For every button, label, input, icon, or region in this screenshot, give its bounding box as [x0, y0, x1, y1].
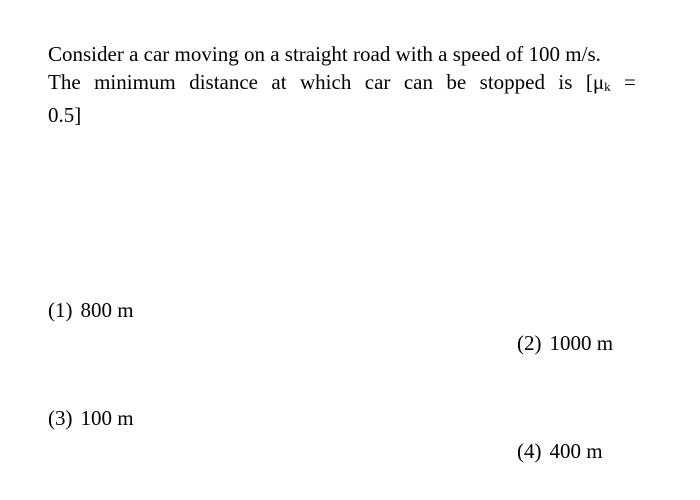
option-number: (3)	[48, 406, 73, 430]
mu-subscript: k	[604, 79, 611, 94]
mu-k-symbol	[586, 68, 611, 101]
question-word: distance	[189, 70, 258, 94]
question-word: can	[403, 70, 433, 94]
option-number: (2)	[517, 331, 542, 355]
option-text: 400 m	[549, 439, 603, 463]
option-text: 1000 m	[549, 331, 614, 355]
option-text: 800 m	[80, 298, 134, 322]
question-text	[48, 40, 636, 129]
question-line-2	[48, 68, 636, 101]
mu-symbol: [μ	[585, 70, 605, 94]
option-number: (1)	[48, 298, 73, 322]
question-word: minimum	[94, 70, 176, 94]
question-word: The	[48, 70, 81, 94]
question-word: =	[624, 70, 636, 94]
option-number: (4)	[517, 439, 542, 463]
question-word: is	[558, 70, 573, 94]
question-word: stopped	[479, 70, 545, 94]
option-2[interactable]	[517, 330, 613, 356]
question-word: at	[271, 70, 287, 94]
question-line-1: Consider a car moving on a straight road with a speed of 100 m/s.	[48, 42, 601, 66]
question-word: be	[446, 70, 467, 94]
question-word: car	[364, 70, 391, 94]
option-4[interactable]	[517, 438, 603, 464]
option-text: 100 m	[80, 406, 134, 430]
option-1[interactable]	[48, 297, 134, 323]
option-3[interactable]	[48, 405, 134, 431]
question-word: which	[300, 70, 352, 94]
question-line-3: 0.5]	[48, 103, 82, 127]
